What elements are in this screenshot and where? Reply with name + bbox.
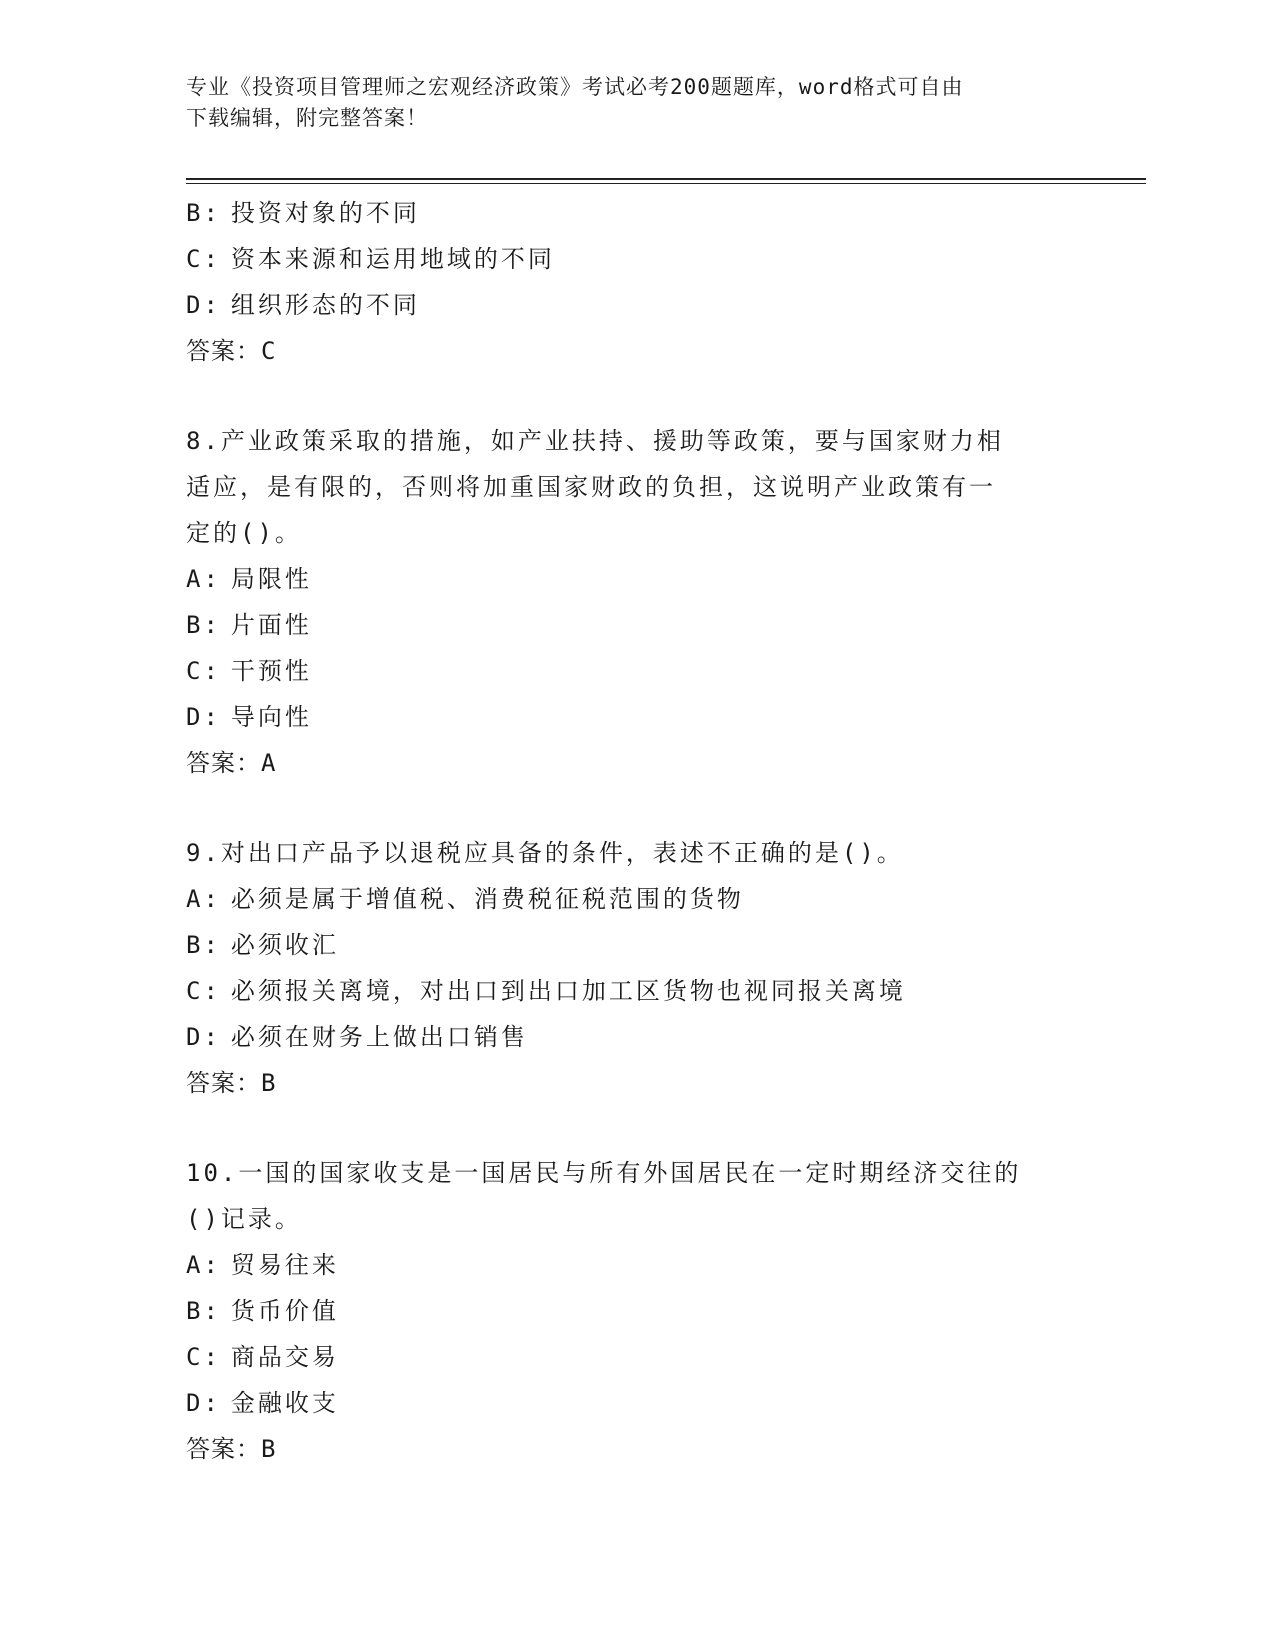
option-b: [186, 190, 1086, 236]
option-letter: B:: [186, 1297, 221, 1325]
answer-line: 答案：C: [186, 337, 277, 365]
header-rule-thin: [186, 183, 1146, 184]
option-letter: D:: [186, 703, 221, 731]
option-text: 金融收支: [230, 1389, 339, 1417]
option-c: [186, 648, 1086, 694]
option-b: [186, 922, 1086, 968]
option-c: [186, 968, 1086, 1014]
question-text-line: 10.一国的国家收支是一国居民与所有外国居民在一定时期经济交往的: [186, 1159, 1022, 1187]
option-text: 贸易往来: [230, 1251, 339, 1279]
option-letter: C:: [186, 245, 221, 273]
question-text-line: 定的()。: [186, 519, 302, 547]
option-text: 干预性: [230, 657, 312, 685]
answer-line: 答案：B: [186, 1435, 277, 1463]
option-c: [186, 236, 1086, 282]
question-text-line: 适应，是有限的，否则将加重国家财政的负担，这说明产业政策有一: [186, 473, 996, 501]
option-text: 必须在财务上做出口销售: [230, 1023, 528, 1051]
question-text-line: ()记录。: [186, 1205, 302, 1233]
option-letter: C:: [186, 977, 221, 1005]
option-text: 必须是属于增值税、消费税征税范围的货物: [230, 885, 744, 913]
option-text: 局限性: [230, 565, 312, 593]
option-letter: A:: [186, 565, 221, 593]
option-letter: B:: [186, 611, 221, 639]
option-text: 货币价值: [230, 1297, 339, 1325]
option-a: [186, 876, 1086, 922]
option-d: [186, 282, 1086, 328]
spacer: [186, 786, 1086, 830]
question-text: [186, 830, 1066, 876]
spacer: [186, 374, 1086, 418]
header-line-2: 下载编辑，附完整答案！: [186, 106, 428, 130]
option-letter: B:: [186, 199, 221, 227]
question-8: [186, 418, 1086, 786]
answer-line: 答案：B: [186, 1069, 277, 1097]
option-d: [186, 1380, 1086, 1426]
header-rule-thick: [186, 178, 1146, 180]
prev-question: [186, 190, 1086, 374]
option-a: [186, 1242, 1086, 1288]
option-c: [186, 1334, 1086, 1380]
question-text-line: 8.产业政策采取的措施，如产业扶持、援助等政策，要与国家财力相: [186, 427, 1004, 455]
option-letter: C:: [186, 1343, 221, 1371]
option-d: [186, 694, 1086, 740]
option-b: [186, 602, 1086, 648]
option-a: [186, 556, 1086, 602]
option-text: 投资对象的不同: [230, 199, 420, 227]
option-text: 组织形态的不同: [230, 291, 420, 319]
option-text: 片面性: [230, 611, 312, 639]
option-text: 资本来源和运用地域的不同: [230, 245, 555, 273]
option-letter: C:: [186, 657, 221, 685]
answer-line: 答案：A: [186, 749, 277, 777]
question-9: [186, 830, 1086, 1106]
option-text: 商品交易: [230, 1343, 339, 1371]
question-text: [186, 418, 1066, 556]
option-b: [186, 1288, 1086, 1334]
option-letter: A:: [186, 885, 221, 913]
option-letter: D:: [186, 1389, 221, 1417]
option-letter: D:: [186, 291, 221, 319]
option-d: [186, 1014, 1086, 1060]
document-body: [186, 190, 1086, 1472]
option-text: 导向性: [230, 703, 312, 731]
question-text: [186, 1150, 1066, 1242]
option-letter: D:: [186, 1023, 221, 1051]
option-text: 必须收汇: [230, 931, 339, 959]
header-line-1: 专业《投资项目管理师之宏观经济政策》考试必考200题题库，word格式可自由: [186, 75, 964, 99]
spacer: [186, 1106, 1086, 1150]
option-letter: A:: [186, 1251, 221, 1279]
option-text: 必须报关离境，对出口到出口加工区货物也视同报关离境: [230, 977, 906, 1005]
option-letter: B:: [186, 931, 221, 959]
document-header: [186, 72, 1076, 134]
question-10: [186, 1150, 1086, 1472]
question-text-line: 9.对出口产品予以退税应具备的条件，表述不正确的是()。: [186, 839, 904, 867]
